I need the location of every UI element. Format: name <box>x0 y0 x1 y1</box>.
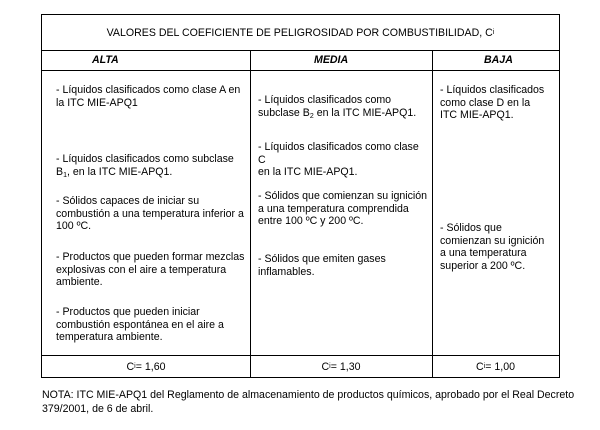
table-title <box>42 15 559 50</box>
footer-alta <box>42 355 250 378</box>
footer-baja <box>432 355 559 378</box>
list-item <box>56 195 246 233</box>
line: 100 ºC. <box>56 220 92 232</box>
coef-symbol: C <box>126 360 135 373</box>
line: - Sólidos capaces de iniciar su <box>56 195 200 207</box>
header-media: MEDIA <box>314 54 349 66</box>
coefficient-table <box>41 14 560 378</box>
coef-value: = 1,00 <box>485 360 515 373</box>
line: ambiente. <box>56 276 103 288</box>
list-item <box>56 153 246 182</box>
line: explosivas con el aire a temperatura <box>56 263 227 276</box>
list-item <box>258 94 428 123</box>
column-divider-2 <box>432 50 433 377</box>
coef-value: = 1,30 <box>330 360 361 373</box>
line: a una temperatura <box>440 247 527 259</box>
line-rich: $B_1$, en la ITC MIE-APQ1. <box>56 165 173 179</box>
line: - Productos que pueden iniciar <box>56 306 200 318</box>
line: la ITC MIE-APQ1 <box>56 96 138 109</box>
list-item <box>56 306 246 344</box>
list-item <box>440 222 548 272</box>
line: - Productos que pueden formar mezclas <box>56 251 245 263</box>
list-item <box>440 84 548 122</box>
line: - Líquidos clasificados como clase C <box>258 141 419 166</box>
line: en la ITC MIE-APQ1. <box>258 166 358 178</box>
coef-symbol: C <box>321 360 330 373</box>
subscript: 2 <box>309 112 314 120</box>
list-item <box>56 251 246 289</box>
line: - Sólidos que comienzan su ignición <box>258 190 428 202</box>
line: - Líquidos clasificados <box>440 84 545 96</box>
list-item <box>56 84 246 109</box>
header-alta: ALTA <box>92 54 119 66</box>
line: temperatura ambiente. <box>56 331 163 343</box>
coef-symbol: C <box>476 360 484 373</box>
footer-media <box>250 355 432 378</box>
coef-subscript: i <box>329 363 331 370</box>
table-title-subscript: i <box>492 29 495 36</box>
line: entre 100 ºC y 200 ºC. <box>258 215 364 227</box>
header-divider <box>42 70 559 71</box>
line <box>258 107 428 124</box>
line: combustión espontánea en el aire a <box>56 318 224 331</box>
line-rich: subclase $B_2$ en la ITC MIE-APQ1. <box>258 106 417 120</box>
line: - Sólidos que emiten gases <box>258 253 386 265</box>
footnote: NOTA: ITC MIE-APQ1 del Reglamento de almacenamiento de productos químicos, aprobado por el Real Decreto 379/2001, de 6 de abril. <box>42 389 575 415</box>
coef-value: = 1,60 <box>135 360 166 373</box>
line: - Líquidos clasificados como <box>258 94 392 106</box>
line: combustión a una temperatura inferior a <box>56 207 244 220</box>
title-divider <box>42 50 559 51</box>
line: inflamables. <box>258 265 315 278</box>
header-baja: BAJA <box>484 54 513 66</box>
line: a una temperatura comprendida <box>258 202 409 215</box>
coef-subscript: i <box>134 363 136 370</box>
table-title-text: VALORES DEL COEFICIENTE DE PELIGROSIDAD POR COMBUSTIBILIDAD, C <box>106 26 493 39</box>
line: ITC MIE-APQ1. <box>440 109 514 121</box>
line: comienzan su ignición <box>440 234 545 247</box>
line: - Líquidos clasificados como subclase <box>56 153 234 165</box>
list-item <box>258 141 428 179</box>
line: superior a 200 ºC. <box>440 259 526 272</box>
list-item <box>258 253 428 278</box>
line: como clase D en la <box>440 96 531 109</box>
line: - Líquidos clasificados como clase A en <box>56 84 241 96</box>
column-divider-1 <box>250 50 251 377</box>
subscript: 1 <box>63 171 67 179</box>
line <box>56 166 246 183</box>
list-item <box>258 190 428 228</box>
coef-subscript: i <box>483 363 486 370</box>
line: - Sólidos que <box>440 222 502 234</box>
